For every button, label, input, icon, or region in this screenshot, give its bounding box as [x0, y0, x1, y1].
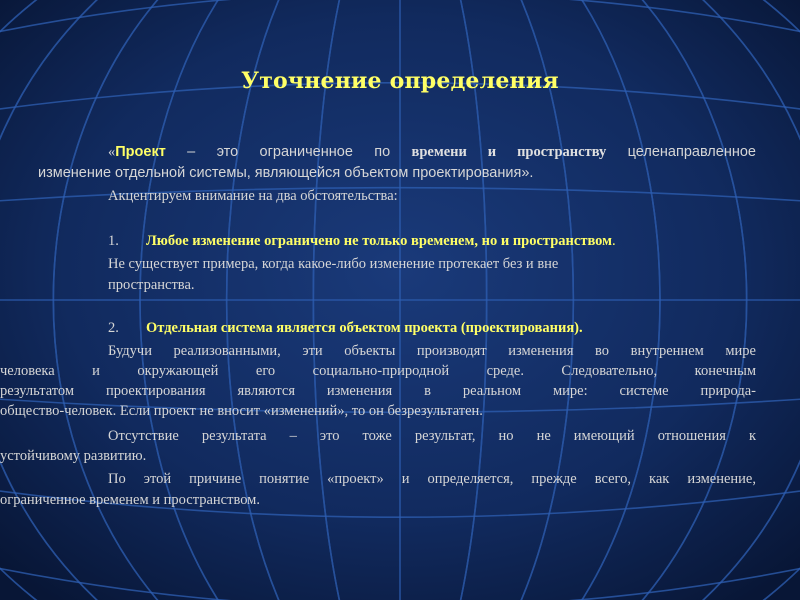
definition-bold-phrase: времени и пространству	[411, 144, 607, 160]
point-1-heading-end: .	[612, 233, 616, 249]
closing-line-2: устойчивому развитию.	[0, 448, 147, 464]
point-1-heading-text: Любое изменение ограничено не только временем, но и пространством	[146, 233, 613, 249]
closing-line-4: ограниченное временем и пространством.	[0, 492, 260, 508]
point-1-line-2: пространства.	[108, 277, 195, 293]
definition-line-1	[108, 142, 756, 162]
closing-line-1: Отсутствие результата – это тоже результат, но не имеющий отношения к	[108, 428, 756, 444]
closing-line-3: По этой причине понятие «проект» и определяется, прежде всего, как изменение,	[108, 471, 756, 487]
open-quote: «	[108, 144, 116, 160]
point-2-line-2: человека и окружающей его социально-природной среде. Следовательно, конечным	[0, 363, 756, 379]
definition-dash-text: – это ограниченное по	[165, 144, 412, 160]
emphasis-intro: Акцентируем внимание на два обстоятельства:	[108, 188, 398, 204]
term-project: Проект	[115, 144, 166, 160]
definition-rest: целенаправленное	[606, 144, 756, 160]
point-2-heading	[108, 318, 756, 338]
point-2-heading-text: Отдельная система является объектом проекта (проектирования).	[146, 320, 583, 336]
slide-title: Уточнение определения	[241, 68, 559, 94]
point-2-number: 2.	[108, 320, 119, 336]
point-2-line-4: общество-человек. Если проект не вносит «изменений», то он безрезультатен.	[0, 403, 483, 419]
point-1-heading	[108, 231, 756, 251]
point-2-line-3: результатом проектирования являются изменения в реальном мире: системе природа-	[0, 383, 756, 399]
definition-line-2: изменение отдельной системы, являющейся объектом проектирования».	[38, 165, 534, 181]
point-2-line-1: Будучи реализованными, эти объекты производят изменения во внутреннем мире	[108, 343, 756, 359]
point-1-number: 1.	[108, 233, 119, 249]
point-1-line-1: Не существует примера, когда какое-либо изменение протекает без и вне	[108, 256, 559, 272]
